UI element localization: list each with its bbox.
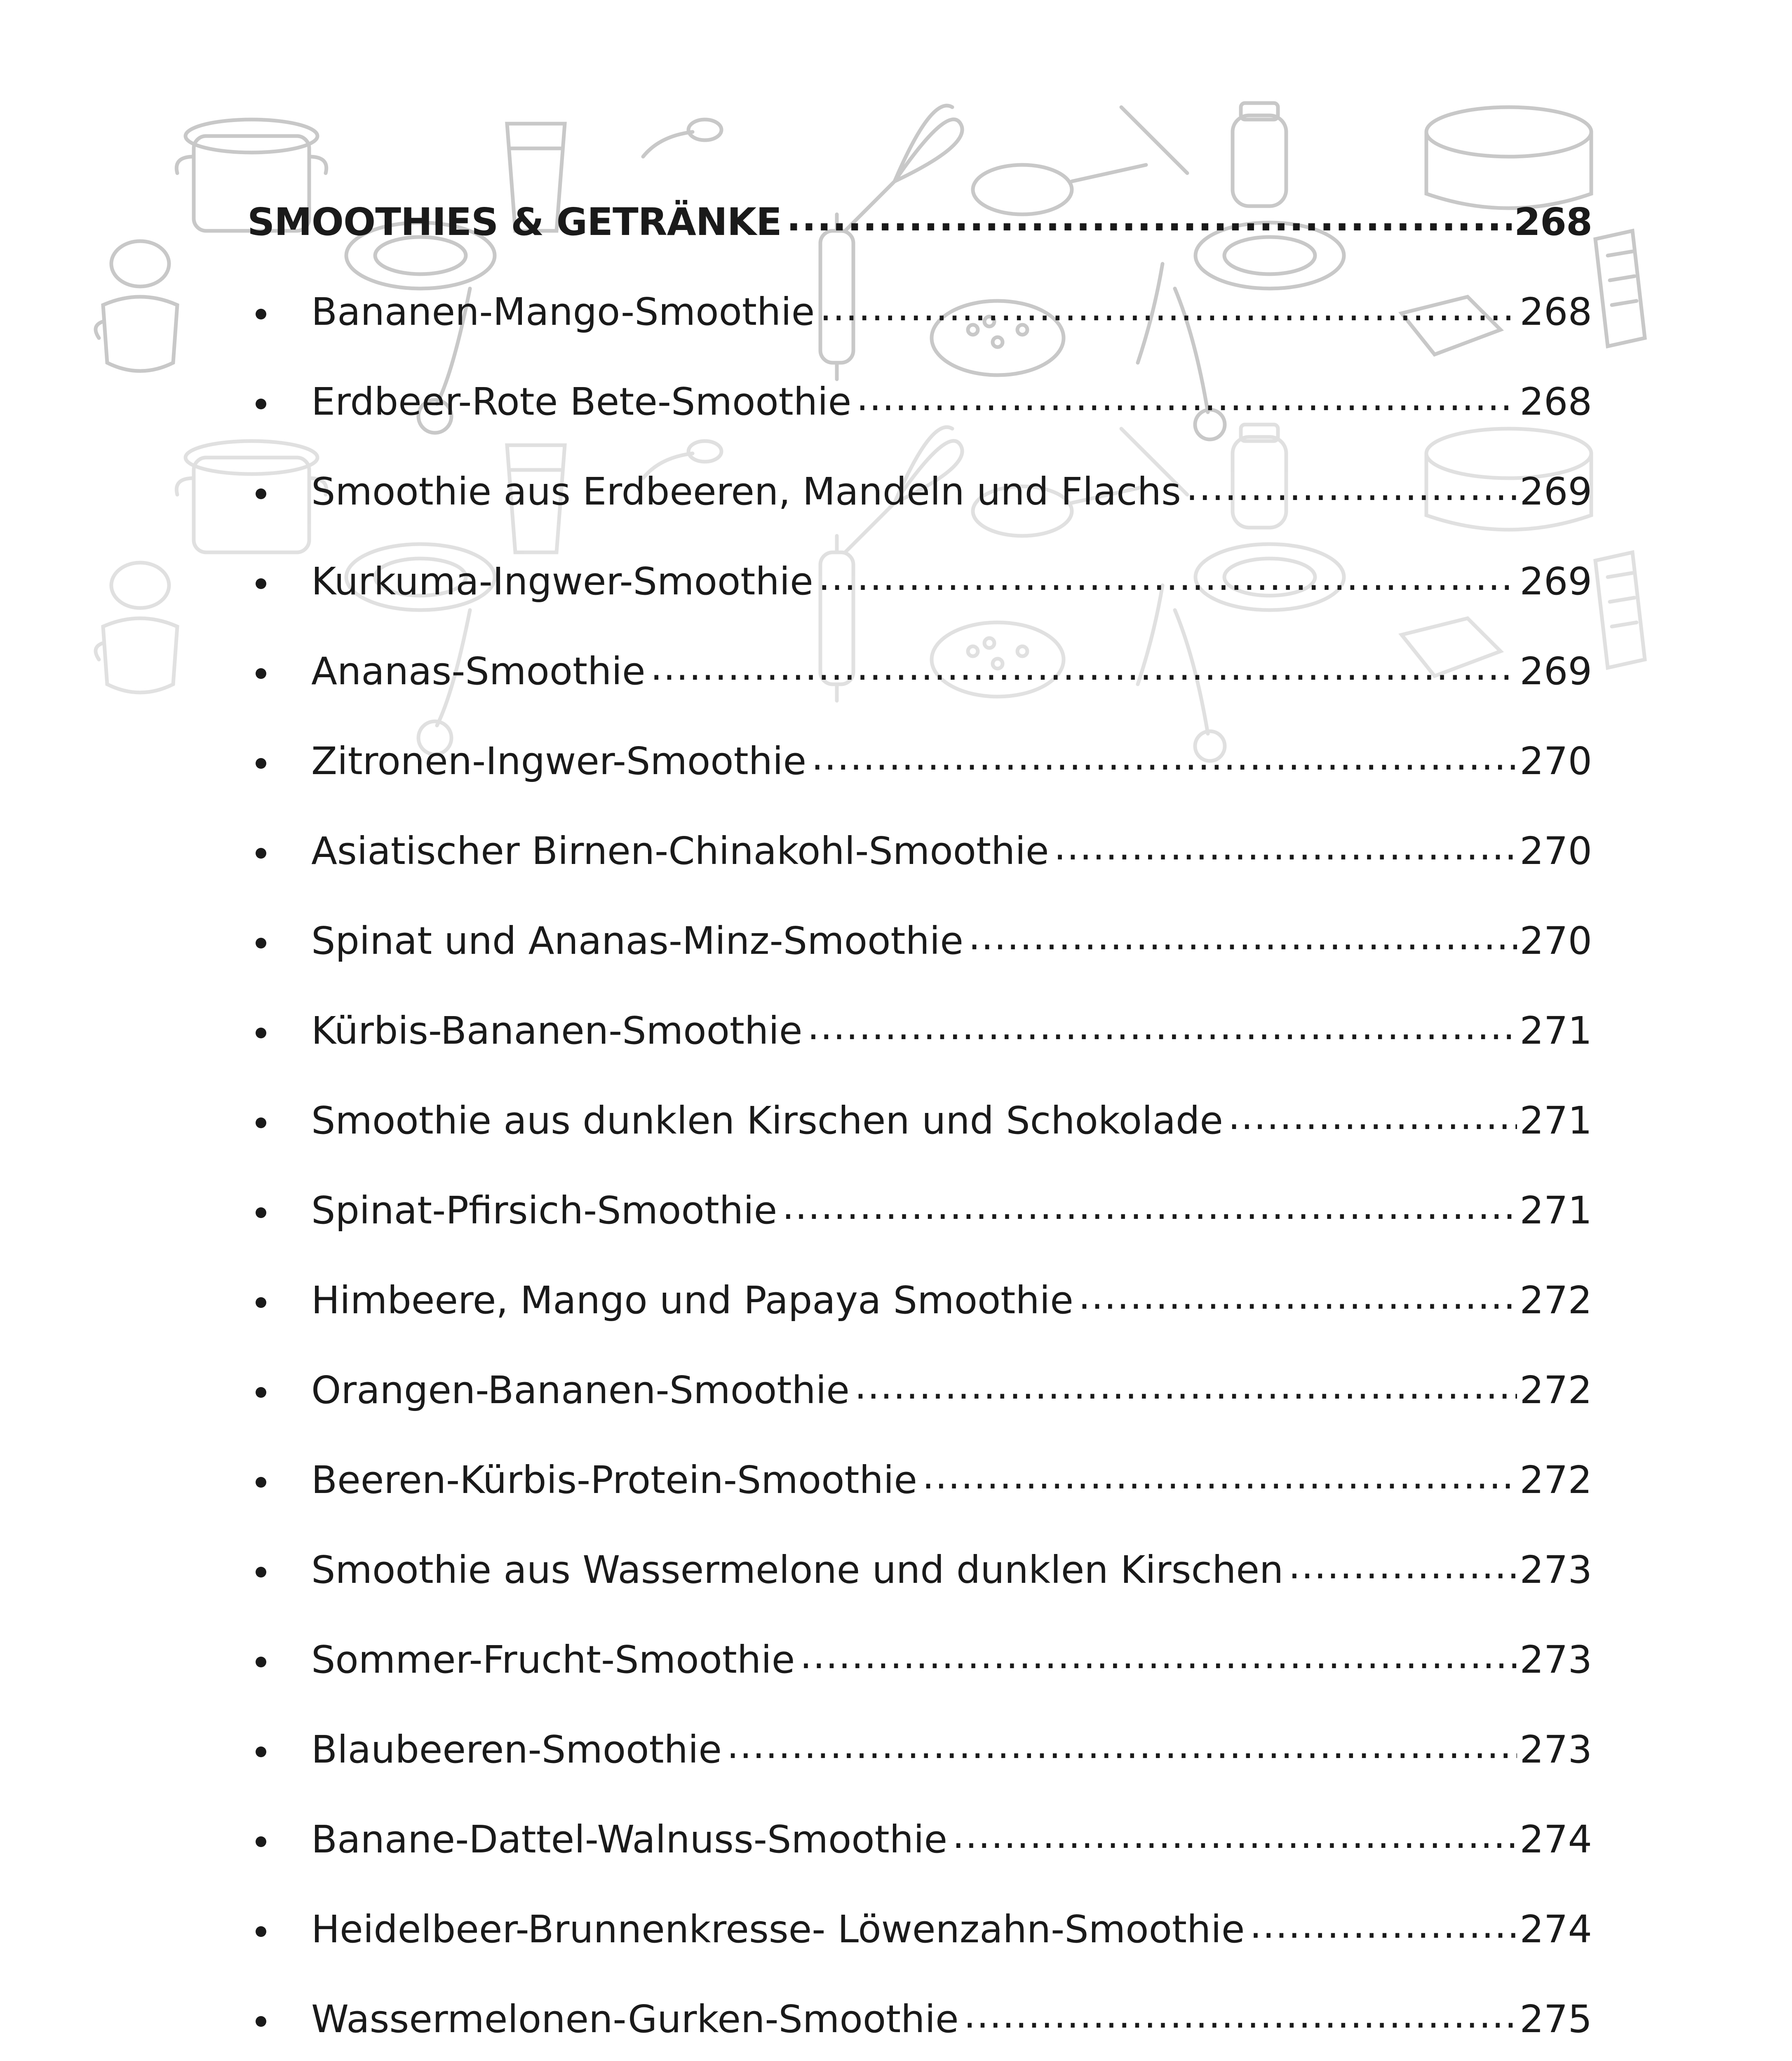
entry-page-number: 274: [1520, 1907, 1592, 1951]
toc-entry[interactable]: [247, 716, 1592, 806]
toc-entry[interactable]: [247, 357, 1592, 447]
toc-entry[interactable]: [247, 627, 1592, 716]
entry-title: Spinat-Pfirsich-Smoothie: [311, 1188, 777, 1232]
entry-title: Smoothie aus dunklen Kirschen und Schokolade: [311, 1099, 1223, 1143]
dot-leader: [1186, 468, 1517, 537]
dot-leader: [922, 1457, 1517, 1525]
toc-entry[interactable]: [247, 1705, 1592, 1795]
dot-leader: [818, 558, 1517, 627]
dot-leader: [807, 1007, 1517, 1076]
entry-page-number: 270: [1520, 919, 1592, 963]
toc-entry[interactable]: [247, 806, 1592, 896]
entry-page-number: 271: [1520, 1188, 1592, 1232]
bullet-icon: [256, 399, 266, 409]
toc-entry[interactable]: [247, 1974, 1592, 2061]
bullet-icon: [256, 488, 266, 499]
entry-title: Zitronen-Ingwer-Smoothie: [311, 739, 807, 783]
toc-entry[interactable]: [247, 1166, 1592, 1256]
bullet-icon: [256, 1836, 266, 1847]
entry-title: Banane-Dattel-Walnuss-Smoothie: [311, 1817, 948, 1861]
entry-page-number: 275: [1520, 1997, 1592, 2041]
toc-entry[interactable]: [247, 1885, 1592, 1974]
entry-title: Spinat und Ananas-Minz-Smoothie: [311, 919, 963, 963]
toc-entry[interactable]: [247, 1076, 1592, 1166]
toc-entry[interactable]: [247, 1435, 1592, 1525]
bullet-icon: [256, 1387, 266, 1398]
entry-page-number: 273: [1520, 1548, 1592, 1592]
entry-title: Asiatischer Birnen-Chinakohl-Smoothie: [311, 829, 1049, 873]
table-of-contents: [247, 177, 1592, 2061]
entry-page-number: 271: [1520, 1009, 1592, 1053]
entry-title: Blaubeeren-Smoothie: [311, 1728, 722, 1772]
entry-title: Smoothie aus Erdbeeren, Mandeln und Flachs: [311, 469, 1181, 514]
entry-title: Orangen-Bananen-Smoothie: [311, 1368, 850, 1412]
dot-leader: [800, 1636, 1517, 1705]
bullet-icon: [256, 758, 266, 769]
entry-title: Beeren-Kürbis-Protein-Smoothie: [311, 1458, 918, 1502]
toc-entry[interactable]: [247, 447, 1592, 537]
bullet-icon: [256, 1657, 266, 1667]
entry-page-number: 274: [1520, 1817, 1592, 1861]
entry-title: Sommer-Frucht-Smoothie: [311, 1638, 795, 1682]
toc-entry[interactable]: [247, 1795, 1592, 1885]
dot-leader: [1288, 1547, 1517, 1615]
entry-page-number: 269: [1520, 649, 1592, 693]
entry-page-number: 269: [1520, 559, 1592, 603]
bullet-icon: [256, 2016, 266, 2027]
dot-leader: [727, 1726, 1517, 1795]
dot-leader: [1249, 1906, 1517, 1974]
bullet-icon: [256, 1297, 266, 1308]
entry-page-number: 273: [1520, 1638, 1592, 1682]
toc-section-heading[interactable]: [247, 177, 1592, 267]
dot-leader: [782, 1187, 1517, 1256]
entry-page-number: 272: [1520, 1458, 1592, 1502]
bullet-icon: [256, 668, 266, 679]
toc-entry[interactable]: [247, 1256, 1592, 1345]
bullet-icon: [256, 1926, 266, 1937]
entry-page-number: 270: [1520, 739, 1592, 783]
dot-leader: [820, 289, 1517, 357]
entry-title: Heidelbeer-Brunnenkresse- Löwenzahn-Smoothie: [311, 1907, 1245, 1951]
bullet-icon: [256, 309, 266, 319]
dot-leader: [651, 648, 1517, 716]
dot-leader: [811, 738, 1517, 806]
dot-leader: [1228, 1097, 1517, 1166]
toc-entry[interactable]: [247, 537, 1592, 627]
entry-title: Bananen-Mango-Smoothie: [311, 290, 815, 334]
entry-page-number: 268: [1520, 290, 1592, 334]
bullet-icon: [256, 1117, 266, 1128]
dot-leader: [856, 378, 1517, 447]
dot-leader: [1078, 1277, 1517, 1345]
entry-page-number: 272: [1520, 1368, 1592, 1412]
entry-title: Wassermelonen-Gurken-Smoothie: [311, 1997, 959, 2041]
entry-page-number: 270: [1520, 829, 1592, 873]
toc-entry[interactable]: [247, 267, 1592, 357]
entry-title: Erdbeer-Rote Bete-Smoothie: [311, 380, 852, 424]
toc-entry[interactable]: [247, 986, 1592, 1076]
bullet-icon: [256, 1477, 266, 1488]
entry-title: Smoothie aus Wassermelone und dunklen Kirschen: [311, 1548, 1284, 1592]
section-title: SMOOTHIES & GETRÄNKE: [247, 200, 782, 244]
entry-page-number: 273: [1520, 1728, 1592, 1772]
entry-title: Himbeere, Mango und Papaya Smoothie: [311, 1278, 1073, 1322]
entry-title: Kurkuma-Ingwer-Smoothie: [311, 559, 813, 603]
entry-page-number: 272: [1520, 1278, 1592, 1322]
dot-leader: [787, 199, 1512, 267]
bullet-icon: [256, 1567, 266, 1577]
bullet-icon: [256, 848, 266, 859]
dot-leader: [855, 1367, 1517, 1435]
dot-leader: [952, 1816, 1517, 1885]
entry-page-number: 269: [1520, 469, 1592, 514]
dot-leader: [968, 918, 1517, 986]
bullet-icon: [256, 938, 266, 948]
bullet-icon: [256, 578, 266, 589]
bullet-icon: [256, 1746, 266, 1757]
bullet-icon: [256, 1028, 266, 1038]
bullet-icon: [256, 1207, 266, 1218]
dot-leader: [964, 1996, 1517, 2061]
entry-title: Ananas-Smoothie: [311, 649, 646, 693]
dot-leader: [1054, 828, 1517, 896]
entry-page-number: 271: [1520, 1099, 1592, 1143]
toc-entry[interactable]: [247, 896, 1592, 986]
entry-page-number: 268: [1520, 380, 1592, 424]
toc-entry[interactable]: [247, 1345, 1592, 1435]
entry-title: Kürbis-Bananen-Smoothie: [311, 1009, 803, 1053]
section-page-number: 268: [1514, 200, 1592, 244]
toc-entry[interactable]: [247, 1615, 1592, 1705]
toc-entry[interactable]: [247, 1525, 1592, 1615]
